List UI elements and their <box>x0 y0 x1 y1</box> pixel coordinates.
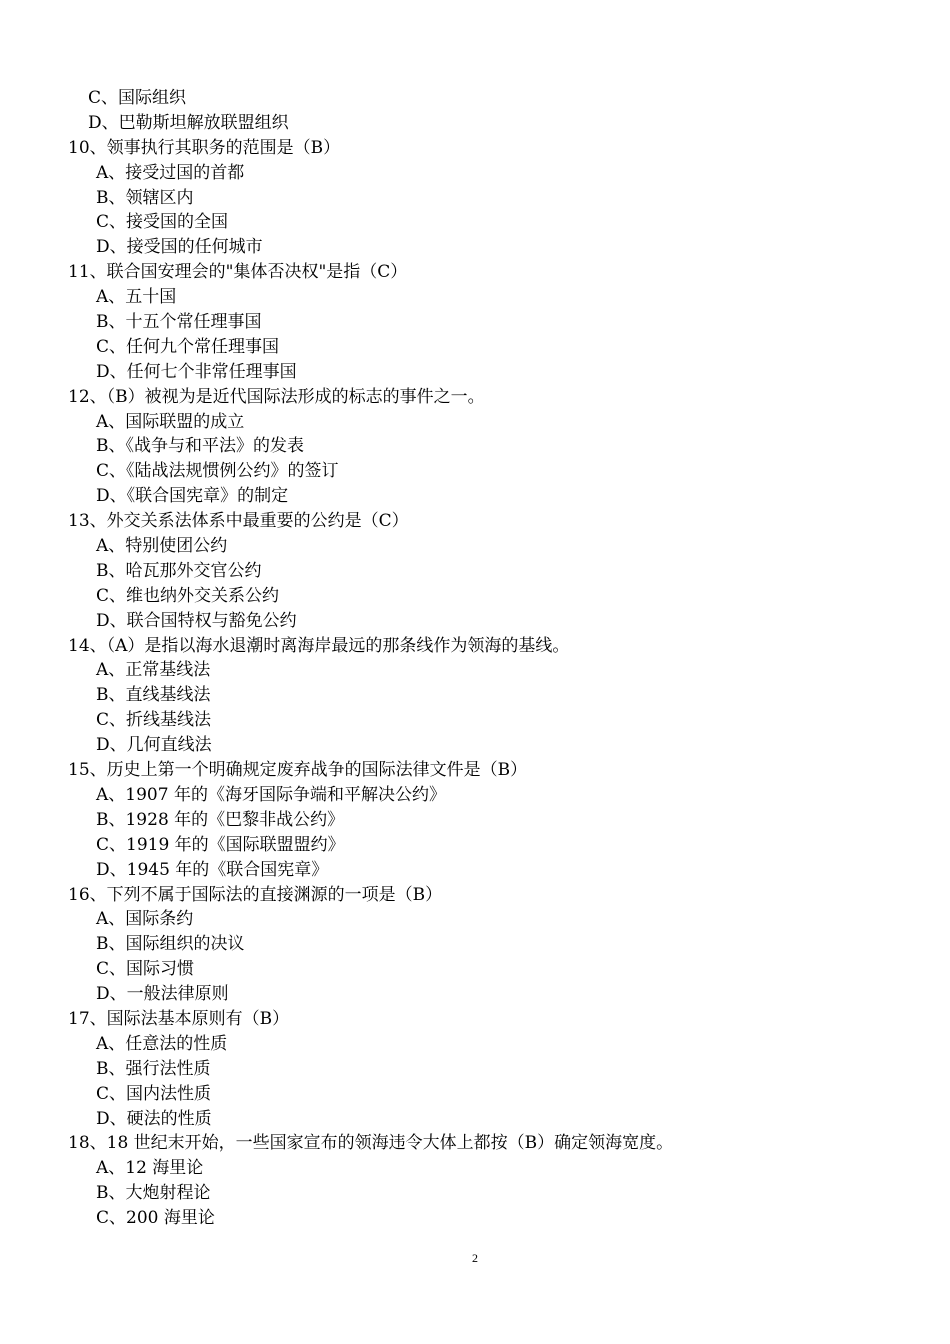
question-10: 10、领事执行其职务的范围是（B） <box>68 137 341 158</box>
option-d: D、1945 年的《联合国宪章》 <box>96 859 329 880</box>
option-b: B、领辖区内 <box>96 187 194 208</box>
option-d: D、一般法律原则 <box>96 984 229 1005</box>
question-11: 11、联合国安理会的"集体否决权"是指（C） <box>68 262 408 283</box>
page-number: 2 <box>472 1251 478 1265</box>
option-d: D、硬法的性质 <box>96 1108 212 1129</box>
option-c: C、1919 年的《国际联盟盟约》 <box>96 834 345 855</box>
question-15: 15、历史上第一个明确规定废弃战争的国际法律文件是（B） <box>68 760 528 781</box>
option-c: C、任何九个常任理事国 <box>96 336 280 357</box>
option-d: D、几何直线法 <box>96 735 212 756</box>
option-c: C、接受国的全国 <box>96 212 229 233</box>
option-c: C、200 海里论 <box>96 1208 215 1229</box>
option-b: B、1928 年的《巴黎非战公约》 <box>96 809 345 830</box>
option-c: C、国际习惯 <box>96 959 195 980</box>
option-c: C、折线基线法 <box>96 710 212 731</box>
option-d: D、接受国的任何城市 <box>96 237 263 258</box>
question-16: 16、下列不属于国际法的直接渊源的一项是（B） <box>68 884 443 905</box>
option-c: C、国际组织 <box>88 88 187 108</box>
option-b: B、十五个常任理事国 <box>96 312 262 333</box>
option-b: B、大炮射程论 <box>96 1183 211 1204</box>
option-c: C、《陆战法规惯例公约》的签订 <box>96 461 339 482</box>
option-a: A、任意法的性质 <box>96 1033 228 1054</box>
option-a: A、1907 年的《海牙国际争端和平解决公约》 <box>96 784 446 805</box>
option-a: A、正常基线法 <box>96 660 211 681</box>
option-a: A、12 海里论 <box>96 1158 204 1179</box>
option-c: C、维也纳外交关系公约 <box>96 585 280 606</box>
option-a: A、特别使团公约 <box>96 536 228 557</box>
option-b: B、国际组织的决议 <box>96 934 245 955</box>
option-d: D、巴勒斯坦解放联盟组织 <box>88 112 289 133</box>
option-b: B、直线基线法 <box>96 685 211 706</box>
question-12: 12、（B）被视为是近代国际法形成的标志的事件之一。 <box>68 386 485 407</box>
option-a: A、五十国 <box>96 287 177 308</box>
option-b: B、《战争与和平法》的发表 <box>96 436 304 457</box>
question-13: 13、外交关系法体系中最重要的公约是（C） <box>68 511 409 532</box>
option-d: D、联合国特权与豁免公约 <box>96 610 297 631</box>
question-18: 18、18 世纪末开始，一些国家宣布的领海违令大体上都按（B）确定领海宽度。 <box>68 1133 674 1154</box>
option-a: A、接受过国的首都 <box>96 162 245 183</box>
option-d: D、任何七个非常任理事国 <box>96 361 297 382</box>
option-a: A、国际联盟的成立 <box>96 411 245 432</box>
option-c: C、国内法性质 <box>96 1083 212 1104</box>
option-b: B、强行法性质 <box>96 1058 211 1079</box>
option-d: D、《联合国宪章》的制定 <box>96 486 289 507</box>
question-14: 14、（A）是指以海水退潮时离海岸最远的那条线作为领海的基线。 <box>68 635 570 656</box>
question-list <box>68 86 888 1231</box>
option-b: B、哈瓦那外交官公约 <box>96 560 262 581</box>
option-a: A、国际条约 <box>96 909 194 930</box>
question-17: 17、国际法基本原则有（B） <box>68 1008 290 1029</box>
